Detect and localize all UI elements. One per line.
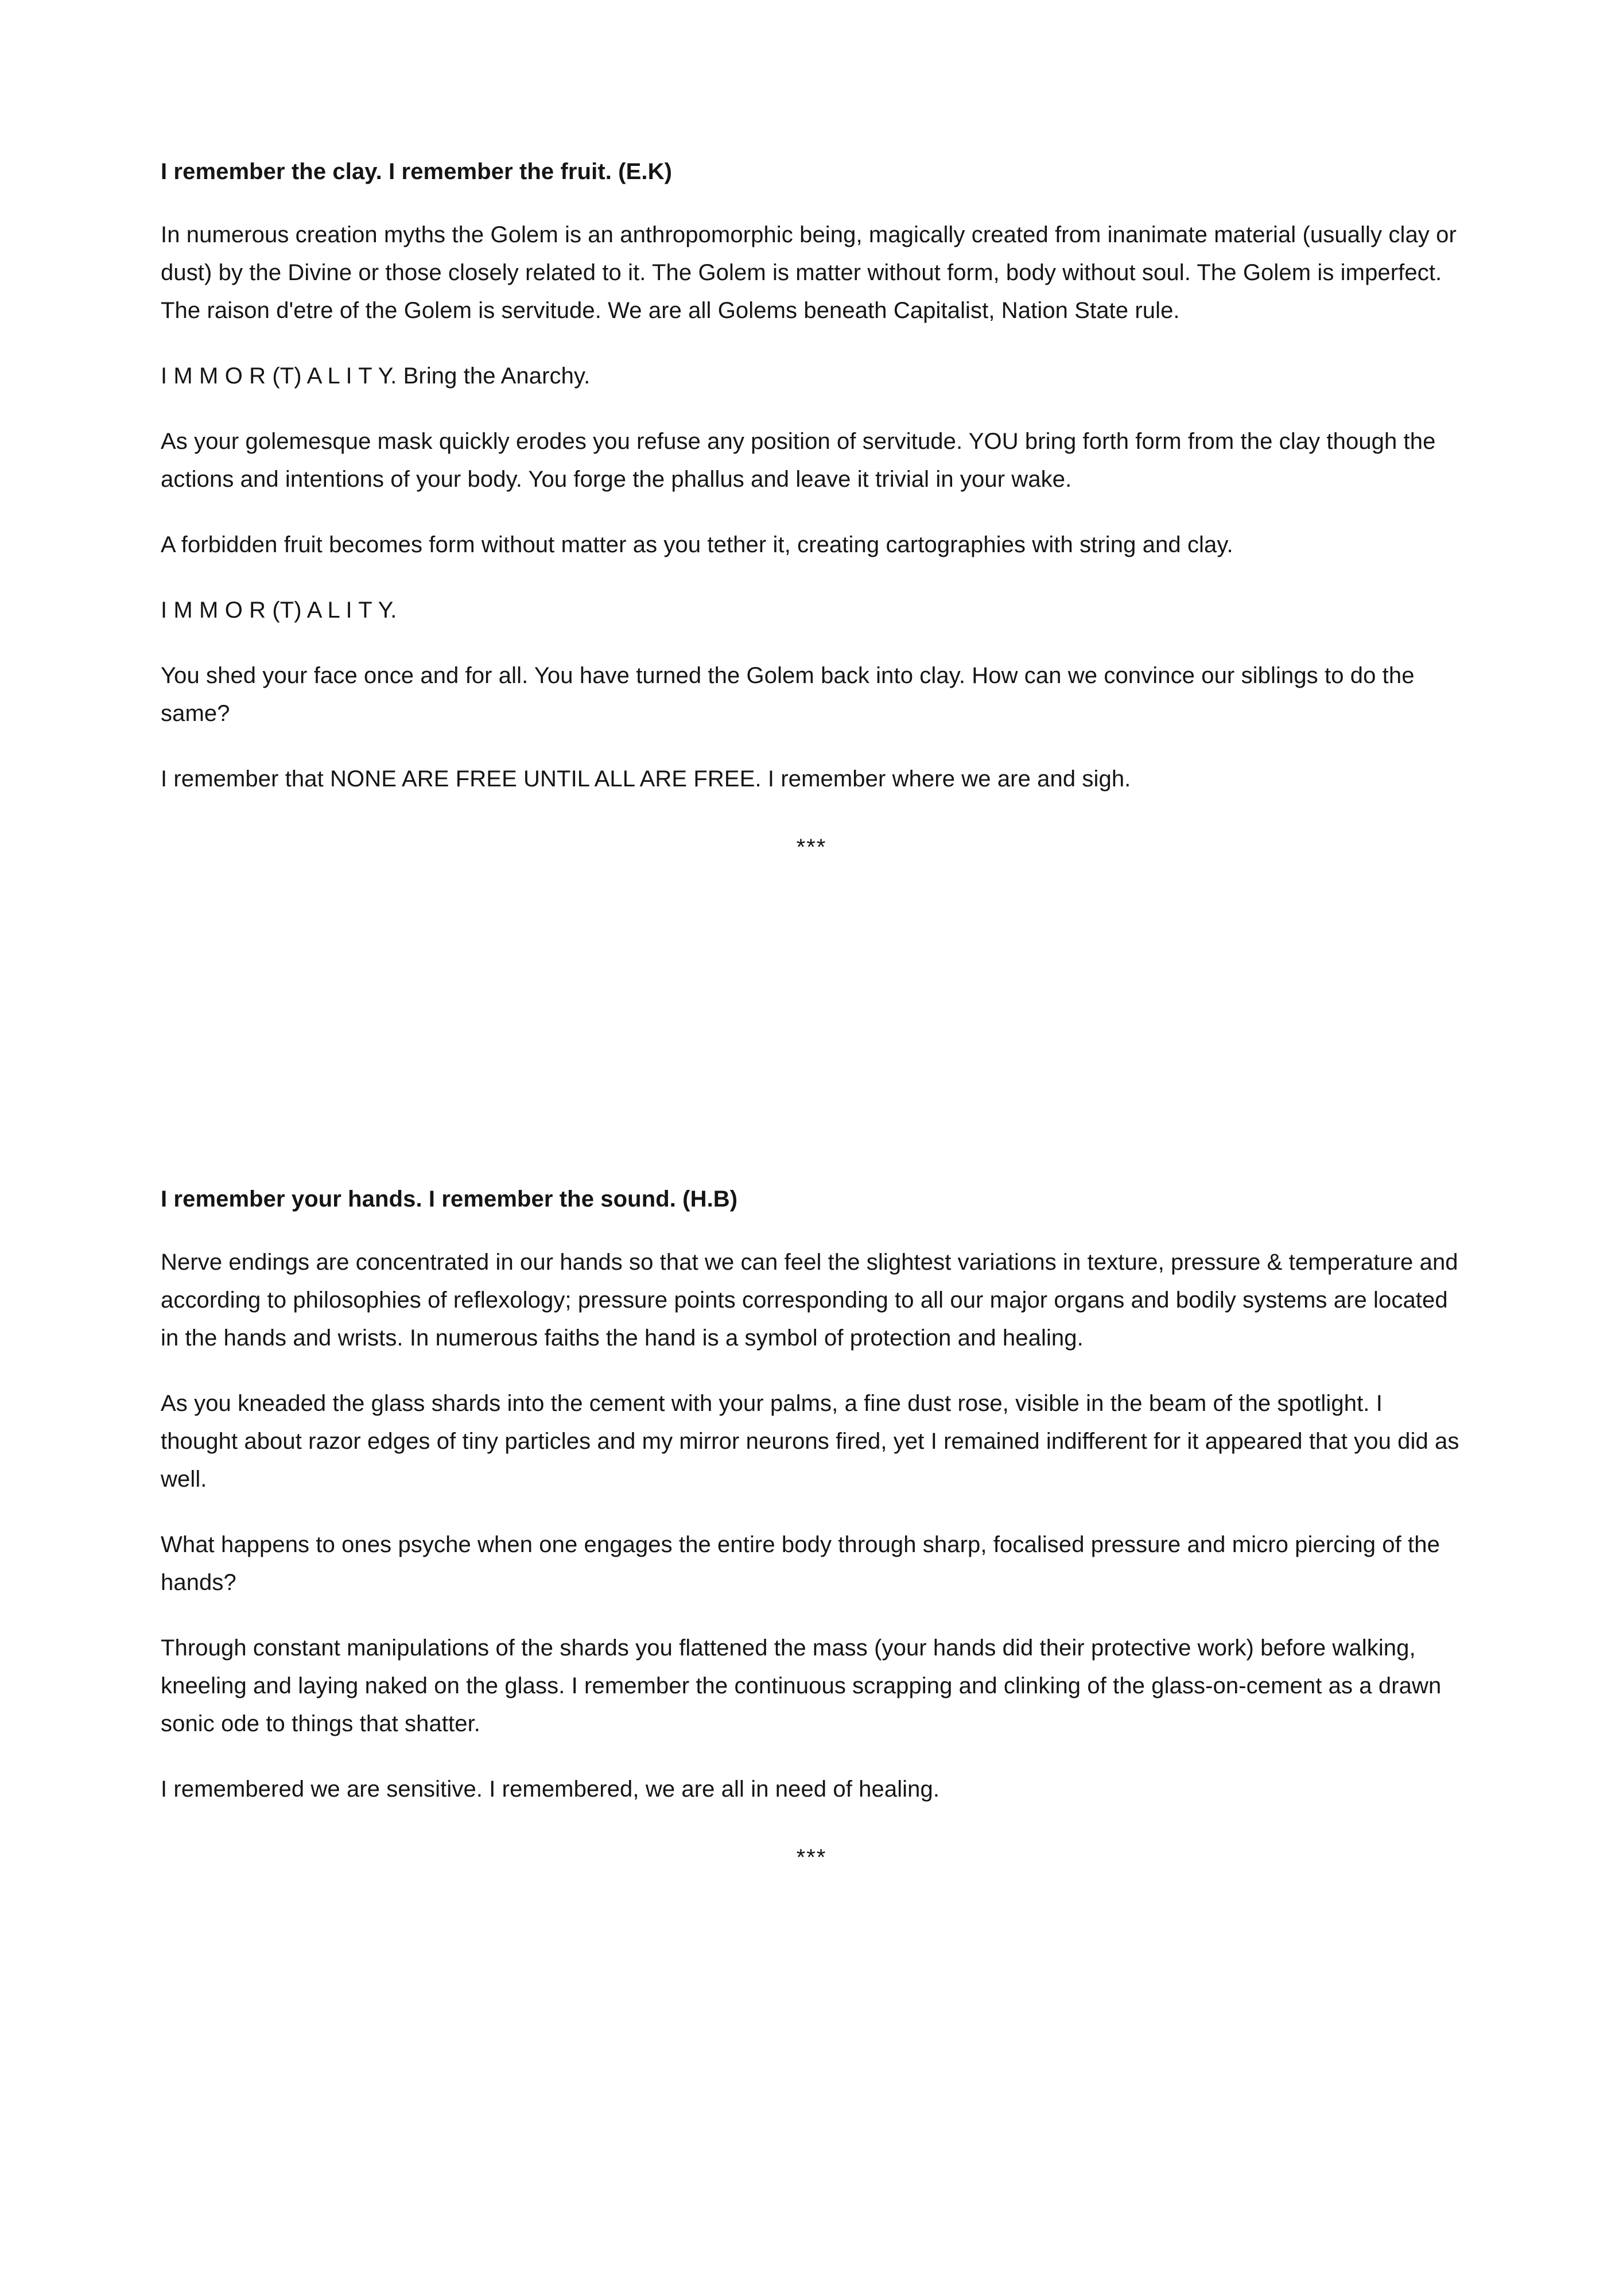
section-title: I remember your hands. I remember the sound. (H.B) — [161, 1186, 738, 1212]
paragraph: I remember that NONE ARE FREE UNTIL ALL ARE FREE. I remember where we are and sigh. — [161, 766, 1131, 792]
section-divider: *** — [796, 1845, 827, 1870]
paragraph: In numerous creation myths the Golem is an anthropomorphic being, magically created from inanimate material (usually clay or dust) by the Divine or those closely related to it. The Golem is matter without form, body without soul. The Golem is imperfect. The raison d'etre of the Golem is servitude. We are all Golems beneath Capitalist, Nation State rule. — [161, 222, 1457, 323]
paragraph: I remembered we are sensitive. I remembered, we are all in need of healing. — [161, 1777, 940, 1802]
section-clay-and-fruit — [161, 155, 1462, 861]
paragraph: As you kneaded the glass shards into the cement with your palms, a fine dust rose, visible in the beam of the spotlight. I thought about razor edges of tiny particles and my mirror neurons fired, yet I remained indifferent for it appeared that you did as well. — [161, 1391, 1459, 1492]
paragraph: I M M O R (T) A L I T Y. — [161, 598, 397, 623]
document-body — [161, 155, 1462, 1871]
paragraph: Through constant manipulations of the shards you flattened the mass (your hands did their protective work) before walking, kneeling and laying naked on the glass. I remember the continuous scrapping and clinking of the glass-on-cement as a drawn sonic ode to things that shatter. — [161, 1635, 1442, 1736]
paragraph: Nerve endings are concentrated in our hands so that we can feel the slightest variations in texture, pressure & temperature and according to philosophies of reflexology; pressure points corresponding to all our major organs and bodily systems are located in the hands and wrists. In numerous faiths the hand is a symbol of protection and healing. — [161, 1250, 1458, 1351]
paragraph: I M M O R (T) A L I T Y. Bring the Anarchy. — [161, 363, 591, 389]
section-title: I remember the clay. I remember the fruit. (E.K) — [161, 159, 672, 184]
paragraph: A forbidden fruit becomes form without matter as you tether it, creating cartographies with string and clay. — [161, 532, 1233, 557]
paragraph: You shed your face once and for all. You have turned the Golem back into clay. How can we convince our siblings to do the same? — [161, 663, 1415, 726]
section-spacer — [161, 861, 1462, 1182]
section-divider: *** — [796, 835, 827, 860]
paragraph: What happens to ones psyche when one engages the entire body through sharp, focalised pressure and micro piercing of the hands? — [161, 1532, 1440, 1595]
section-hands-and-sound — [161, 1182, 1462, 1871]
paragraph: As your golemesque mask quickly erodes you refuse any position of servitude. YOU bring forth form from the clay though the actions and intentions of your body. You forge the phallus and leave it trivial in your wake. — [161, 429, 1436, 492]
